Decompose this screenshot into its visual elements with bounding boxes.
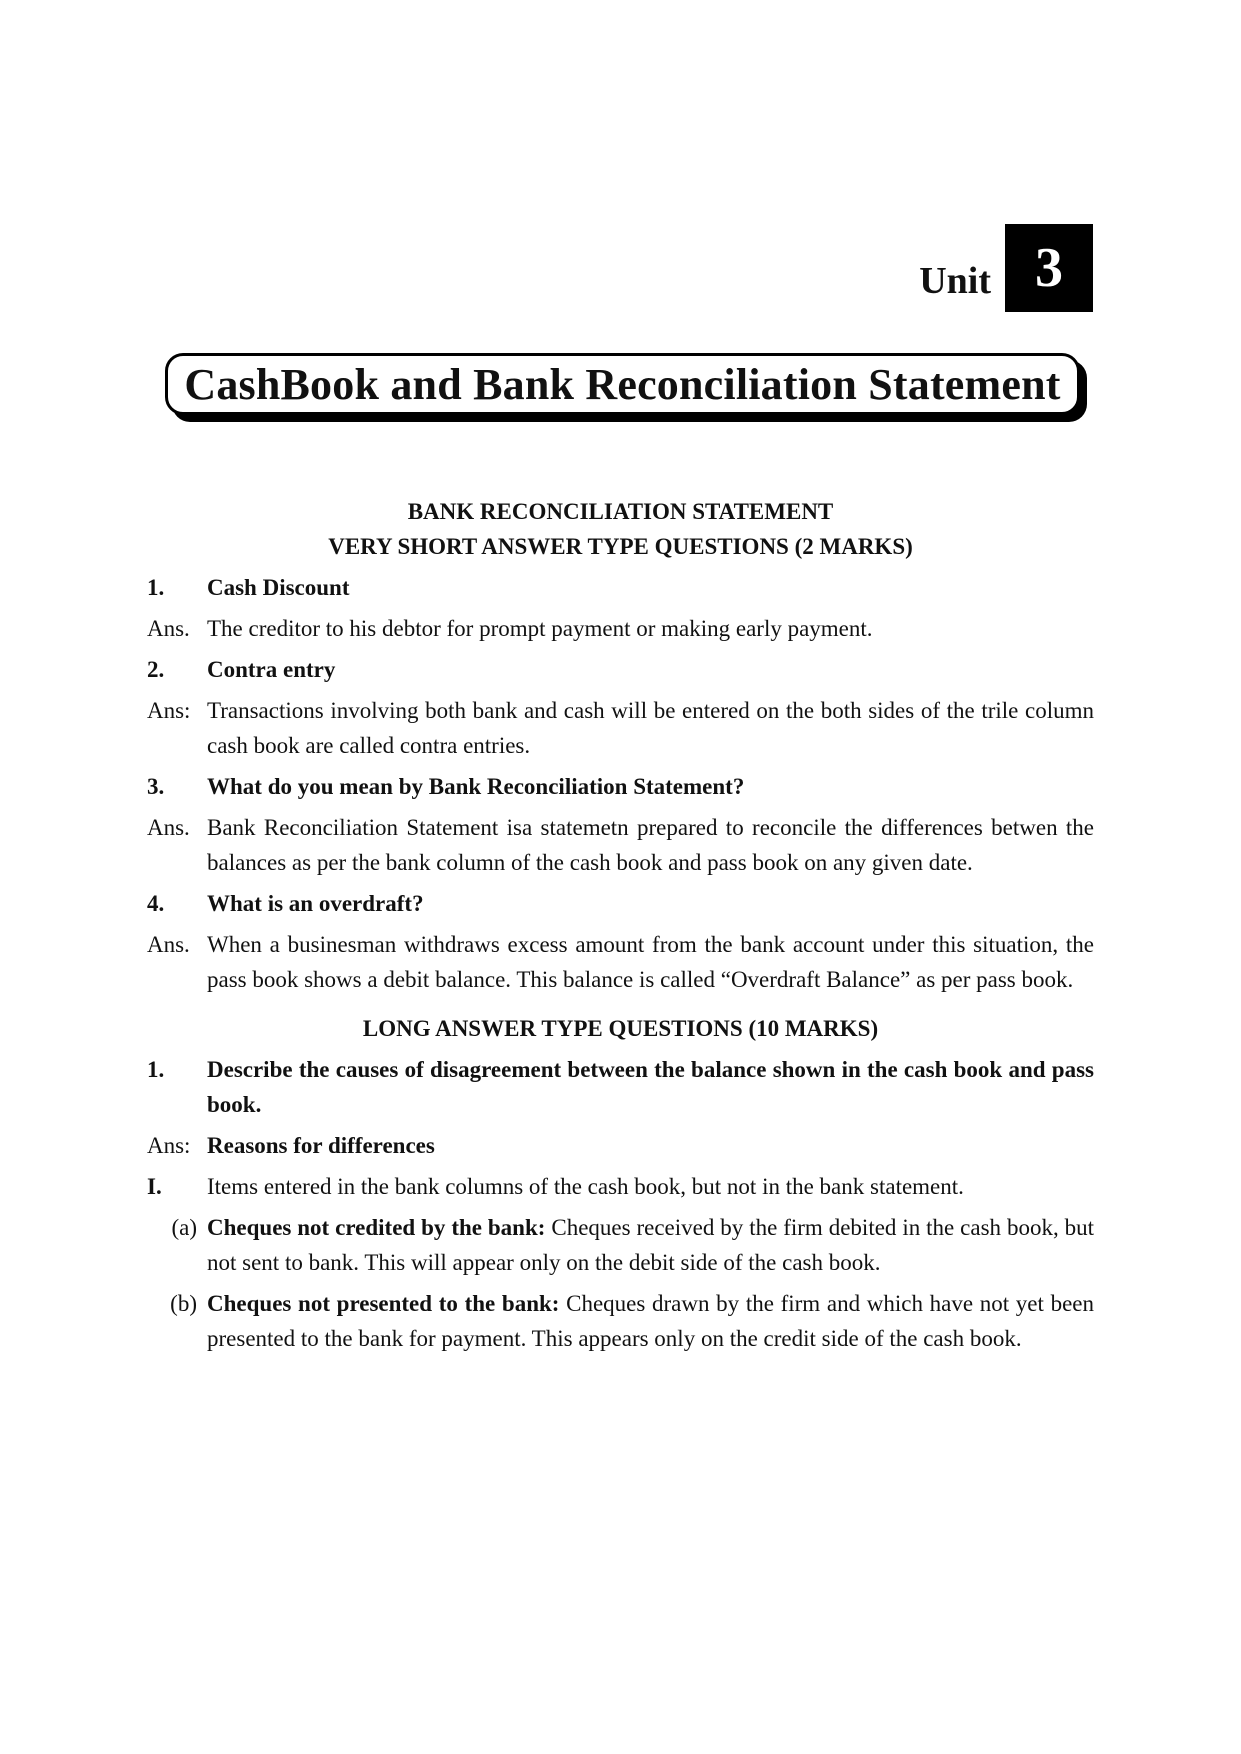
question-text: Contra entry	[207, 657, 336, 682]
question-row	[147, 570, 1094, 605]
question-row	[147, 652, 1094, 687]
question-number: 1.	[147, 575, 165, 600]
answer-row	[147, 693, 1094, 763]
answer-row	[147, 1128, 1094, 1163]
subpoint-title: Cheques not credited by the bank:	[207, 1215, 546, 1240]
unit-label: Unit	[919, 260, 991, 302]
answer-label: Ans.	[147, 616, 190, 641]
subpoint-body	[207, 1210, 1094, 1280]
subpoint-label: (a)	[171, 1215, 197, 1240]
question-row	[147, 886, 1094, 921]
subpoint-label: (b)	[170, 1291, 197, 1316]
short-answer-heading: VERY SHORT ANSWER TYPE QUESTIONS (2 MARKS)	[328, 534, 913, 559]
question-text: What do you mean by Bank Reconciliation Statement?	[207, 774, 745, 799]
answer-row	[147, 927, 1094, 997]
answer-text: The creditor to his debtor for prompt payment or making early payment.	[207, 616, 873, 641]
section-heading: BANK RECONCILIATION STATEMENT	[407, 499, 834, 524]
answer-label: Ans:	[147, 698, 191, 723]
subpoint-text: Cheques received by the firm debited in the cash book, but not sent to bank. This will appear only on the debit side of the cash book.	[207, 1215, 1095, 1275]
main-content	[147, 494, 1094, 1356]
title-box	[165, 353, 1080, 415]
question-row	[147, 769, 1094, 804]
question-number: 3.	[147, 774, 165, 799]
subpoint-row	[147, 1210, 1094, 1280]
answer-row	[147, 611, 1094, 646]
answer-label: Ans.	[147, 932, 190, 957]
subpoint-body	[207, 1286, 1094, 1356]
point-row	[147, 1169, 1094, 1204]
answer-text: Transactions involving both bank and cash will be entered on the both sides of the trile column cash book are called contra entries.	[207, 698, 1094, 758]
question-number: 1.	[147, 1057, 165, 1082]
question-number: 2.	[147, 657, 165, 682]
long-answer-heading: LONG ANSWER TYPE QUESTIONS (10 MARKS)	[362, 1016, 879, 1041]
point-label: I.	[147, 1174, 162, 1199]
answer-text: When a businesman withdraws excess amount from the bank account under this situation, the pass book shows a debit balance. This balance is called “Overdraft Balance” as per pass book.	[207, 932, 1094, 992]
answer-text: Bank Reconciliation Statement isa statemetn prepared to reconcile the differences betwen the balances as per the bank column of the cash book and pass book on any given date.	[207, 815, 1094, 875]
unit-header	[919, 224, 1093, 312]
point-text: Items entered in the bank columns of the cash book, but not in the bank statement.	[207, 1174, 964, 1199]
chapter-title-frame	[165, 353, 1080, 415]
question-text: What is an overdraft?	[207, 891, 424, 916]
question-text: Cash Discount	[207, 575, 350, 600]
subpoint-text: Cheques drawn by the firm and which have not yet been presented to the bank for payment. This appears only on the credit side of the cash book.	[207, 1291, 1094, 1351]
answer-row	[147, 810, 1094, 880]
subpoint-row	[147, 1286, 1094, 1356]
question-text: Describe the causes of disagreement between the balance shown in the cash book and pass book.	[207, 1057, 1094, 1117]
unit-number: 3	[1035, 237, 1063, 299]
long-question-row	[147, 1052, 1094, 1122]
question-number: 4.	[147, 891, 165, 916]
unit-number-badge	[1005, 224, 1093, 312]
answer-label: Ans:	[147, 1133, 191, 1158]
subpoint-title: Cheques not presented to the bank:	[207, 1291, 560, 1316]
answer-label: Ans.	[147, 815, 190, 840]
answer-title: Reasons for differences	[207, 1133, 435, 1158]
chapter-title: CashBook and Bank Reconciliation Statement	[184, 359, 1061, 409]
